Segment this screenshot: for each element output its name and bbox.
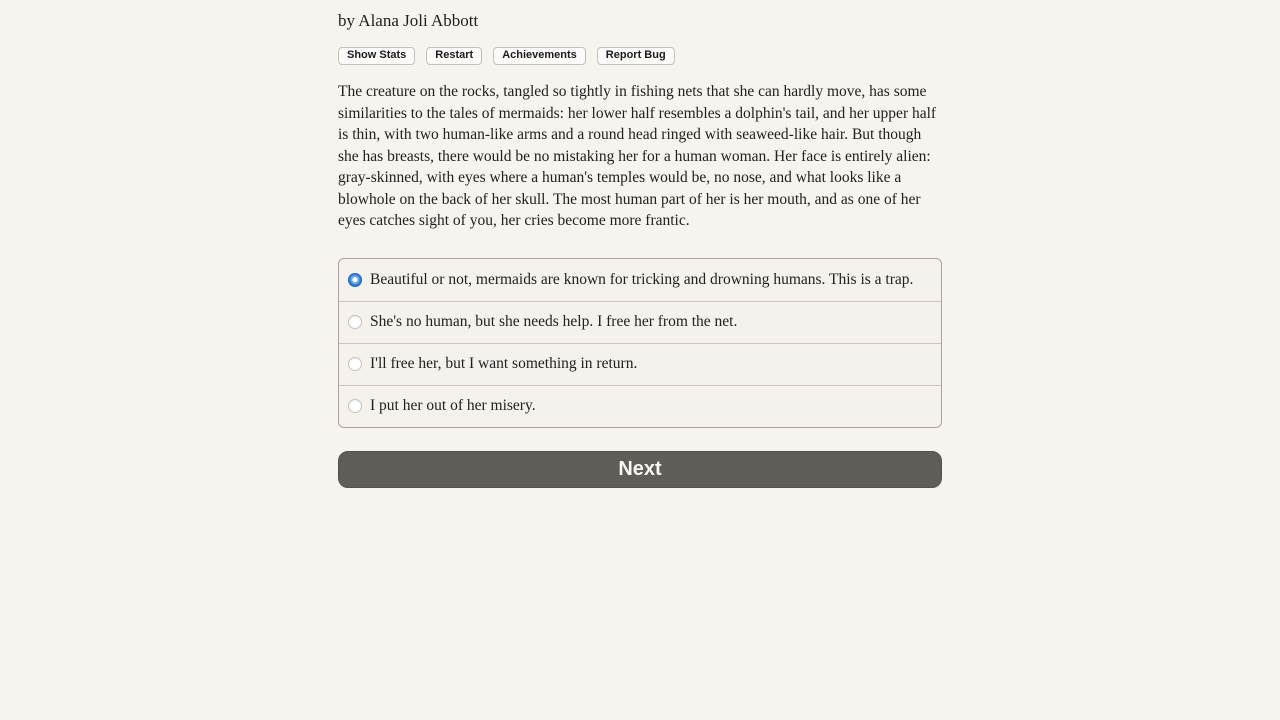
toolbar (338, 47, 942, 65)
choice-option-label: Beautiful or not, mermaids are known for tricking and drowning humans. This is a trap. (370, 270, 914, 288)
radio-unselected-icon[interactable] (348, 315, 362, 329)
restart-button[interactable]: Restart (426, 47, 482, 65)
choice-option-1[interactable] (339, 259, 941, 301)
story-paragraph: The creature on the rocks, tangled so tightly in fishing nets that she can hardly move, has some similarities to the tales of mermaids: her lower half resembles a dolphin's tail, and her upper half is thin, with two human-like arms and a round head ringed with seaweed-like hair. But though she has breasts, there would be no mistaking her for a human woman. Her face is entirely alien: gray-skinned, with eyes where a human's temples would be, no nose, and what looks like a blowhole on the back of her skull. The most human part of her is her mouth, and as one of her eyes catches sight of you, her cries become more frantic. (338, 83, 937, 229)
choice-options-group (338, 258, 942, 428)
choice-option-label: I put her out of her misery. (370, 397, 536, 414)
radio-unselected-icon[interactable] (348, 357, 362, 371)
show-stats-button[interactable]: Show Stats (338, 47, 415, 65)
choice-option-3[interactable] (339, 343, 941, 385)
radio-unselected-icon[interactable] (348, 399, 362, 413)
radio-selected-icon[interactable] (348, 273, 362, 287)
choice-option-label: I'll free her, but I want something in return. (370, 355, 638, 372)
choice-option-label: She's no human, but she needs help. I free her from the net. (370, 313, 738, 330)
game-page (338, 0, 942, 488)
report-bug-button[interactable]: Report Bug (597, 47, 675, 65)
author-byline: by Alana Joli Abbott (338, 11, 479, 30)
achievements-button[interactable]: Achievements (493, 47, 586, 65)
next-button[interactable]: Next (338, 451, 942, 488)
choice-option-4[interactable] (339, 385, 941, 427)
choice-option-2[interactable] (339, 301, 941, 343)
